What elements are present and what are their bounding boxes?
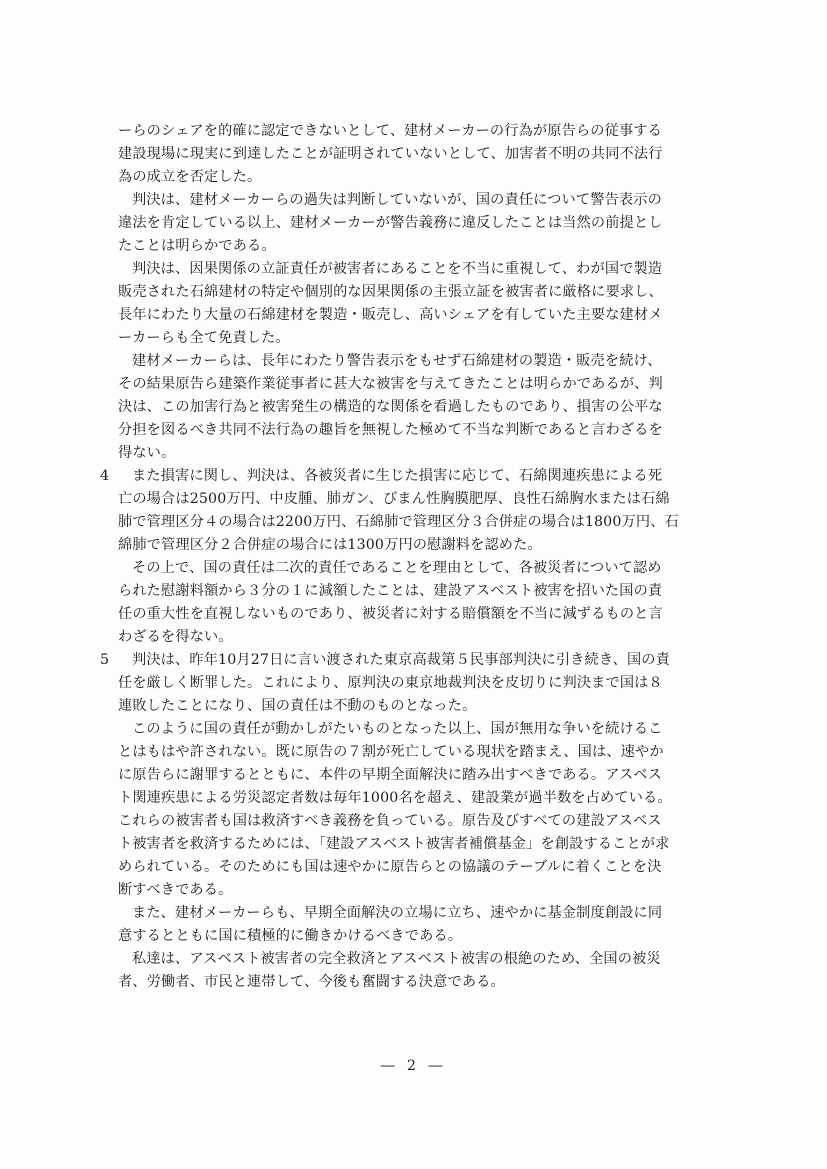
text-line: 意するとともに国に積極的に働きかけるべきである。 — [118, 928, 463, 944]
text-line: 得ない。 — [118, 445, 176, 461]
text-line: ーカーらも全て免責した。 — [118, 330, 290, 346]
text-line: また損害に関し、判決は、各被災者に生じた損害に応じて、石綿関連疾患による死 — [132, 468, 663, 484]
item-number-5: 5 — [100, 652, 110, 668]
text-line: 建材メーカーらは、長年にわたり警告表示をもせず石綿建材の製造・販売を続け、 — [132, 353, 662, 369]
text-line: 綿肺で管理区分２合併症の場合には1300万円の慰謝料を認めた。 — [118, 537, 542, 553]
text-line: 断すべきである。 — [118, 882, 233, 898]
text-line: められている。そのためにも国は速やかに原告らとの協議のテーブルに着くことを決 — [118, 859, 662, 875]
text-line: 長年にわたり大量の石綿建材を製造・販売し、高いシェアを有していた主要な建材メ — [118, 307, 663, 323]
item-number-4: 4 — [100, 468, 110, 484]
text-line: その上で、国の責任は二次的責任であることを理由として、各被災者について認め — [132, 560, 662, 576]
text-line: ーらのシェアを的確に認定できないとして、建材メーカーの行為が原告らの従事する — [118, 123, 662, 139]
text-line: 判決は、建材メーカーらの過失は判断していないが、国の責任について警告表示の — [132, 192, 662, 208]
text-line: このように国の責任が動かしがたいものとなった以上、国が無用な争いを続けるこ — [132, 721, 663, 737]
text-line: 肺で管理区分４の場合は2200万円、石綿肺で管理区分３合併症の場合は1800万円、石 — [118, 514, 679, 530]
text-line: 販売された石綿建材の特定や個別的な因果関係の主張立証を被害者に厳格に要求し、 — [118, 284, 663, 300]
text-line: 為の成立を否定した。 — [118, 169, 262, 185]
text-line: 判決は、昨年10月27日に言い渡された東京高裁第５民事部判決に引き続き、国の責 — [132, 652, 670, 668]
text-line: その結果原告ら建築作業従事者に甚大な被害を与えてきたことは明らかであるが、判 — [118, 376, 663, 392]
body-text — [100, 120, 723, 994]
text-line: たことは明らかである。 — [118, 238, 276, 254]
text-line: これらの被害者も国は救済すべき義務を負っている。原告及びすべての建設アスベス — [118, 813, 662, 829]
text-line: 連敗したことになり、国の責任は不動のものとなった。 — [118, 698, 477, 714]
text-line: 建設現場に現実に到達したことが証明されていないとして、加害者不明の共同不法行 — [118, 146, 663, 162]
text-line: 者、労働者、市民と連帯して、今後も奮闘する決意である。 — [118, 974, 505, 990]
text-line: 判決は、因果関係の立証責任が被害者にあることを不当に重視して、わが国で製造 — [132, 261, 663, 277]
item-4-line — [100, 465, 723, 488]
page-number: ― 2 ― — [380, 1058, 447, 1074]
text-line: 違法を肯定している以上、建材メーカーが警告義務に違反したことは当然の前提とし — [118, 215, 663, 231]
text-line: 亡の場合は2500万円、中皮腫、肺ガン、びまん性胸膜肥厚、良性石綿胸水または石綿 — [118, 491, 670, 507]
text-line: ト関連疾患による労災認定者数は毎年1000名を超え、建設業が過半数を占めている。 — [118, 790, 672, 806]
text-line: られた慰謝料額から３分の１に減額したことは、建設アスベスト被害を招いた国の責 — [118, 583, 663, 599]
text-line: また、建材メーカーらも、早期全面解決の立場に立ち、速やかに基金制度創設に同 — [132, 905, 663, 921]
text-line: 任を厳しく断罪した。これにより、原判決の東京地裁判決を皮切りに判決まで国は８ — [118, 675, 663, 691]
text-line: わざるを得ない。 — [118, 629, 233, 645]
text-line: ト被害者を救済するためには、「建設アスベスト被害者補償基金」を創設することが求 — [118, 836, 670, 852]
text-line: に原告らに謝罪するとともに、本件の早期全面解決に踏み出すべきである。アスベス — [118, 767, 662, 783]
text-line: 決は、この加害行為と被害発生の構造的な関係を看過したものであり、損害の公平な — [118, 399, 663, 415]
item-5-line — [100, 649, 723, 672]
text-line: とはもはや許されない。既に原告の７割が死亡している現状を踏まえ、国は、速やか — [118, 744, 664, 760]
text-line: 任の重大性を直視しないものであり、被災者に対する賠償額を不当に減ずるものと言 — [118, 606, 663, 622]
text-line: 私達は、アスベスト被害者の完全救済とアスベスト被害の根絶のため、全国の被災 — [132, 951, 661, 967]
text-line: 分担を図るべき共同不法行為の趣旨を無視した極めて不当な判断であると言わざるを — [118, 422, 663, 438]
